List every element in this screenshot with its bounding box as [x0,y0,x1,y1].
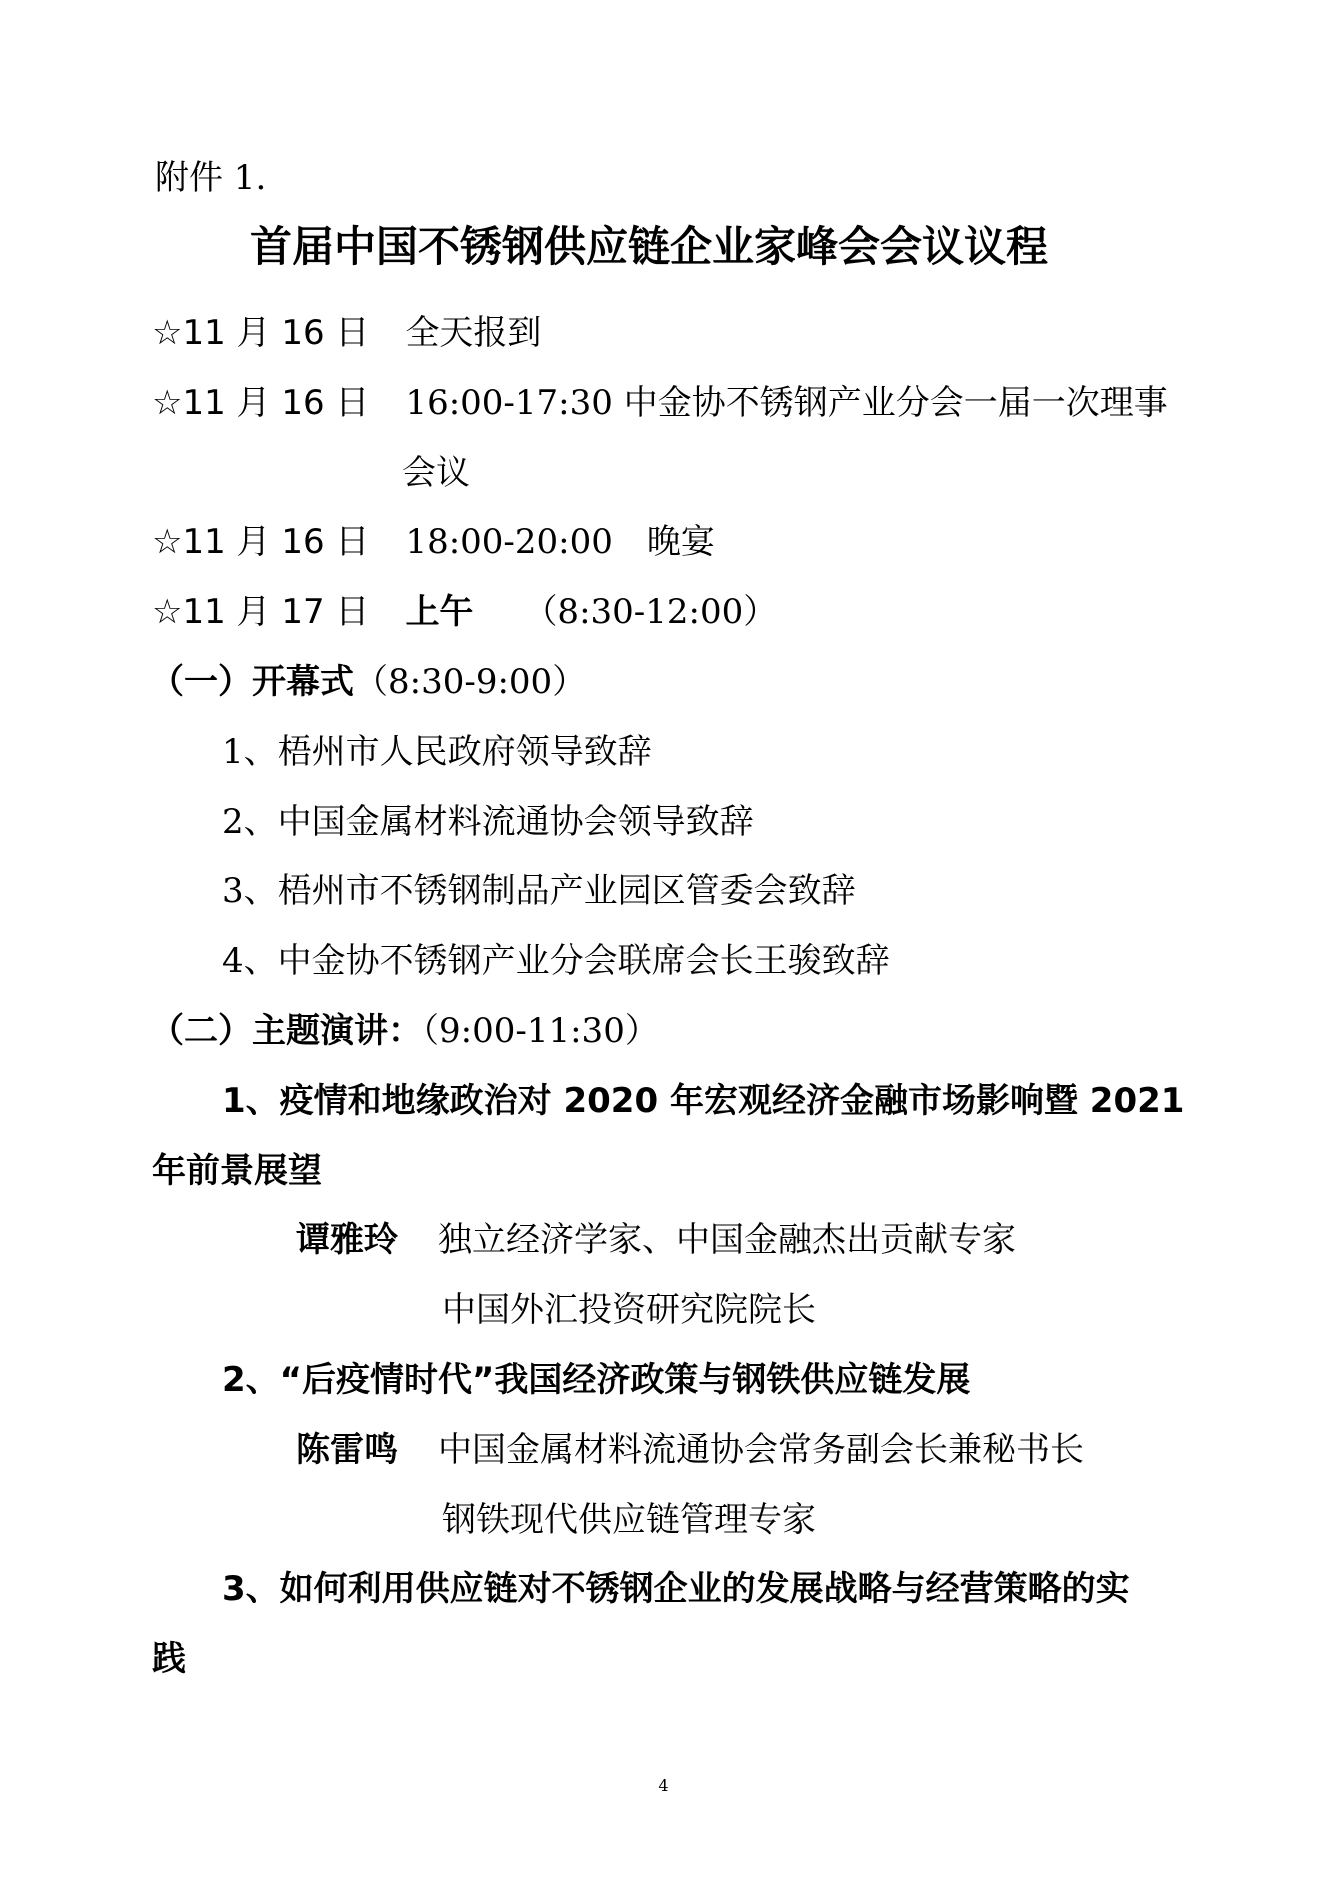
schedule-time: （8:30-12:00） [523,592,778,632]
section-heading: （二）主题演讲： [150,1011,422,1051]
section-opening [150,662,586,702]
speaker-row [296,1220,1016,1260]
talk-title-continued: 年前景展望 [152,1151,322,1191]
list-item: 1、梧州市人民政府领导致辞 [222,732,652,772]
list-item: 3、梧州市不锈钢制品产业园区管委会致辞 [222,871,856,911]
talk-title: 3、如何利用供应链对不锈钢企业的发展战略与经营策略的实 [222,1569,1130,1609]
list-item: 4、中金协不锈钢产业分会联席会长王骏致辞 [222,941,890,981]
schedule-date: ☆11 月 16 日 [152,313,370,353]
list-item: 2、中国金属材料流通协会领导致辞 [222,802,754,842]
schedule-row [152,383,1168,423]
speaker-row [296,1430,1084,1470]
speaker-name: 陈雷鸣 [296,1430,398,1470]
speaker-role: 中国外汇投资研究院院长 [442,1290,816,1330]
section-keynote [150,1011,659,1051]
speaker-name: 谭雅玲 [296,1220,398,1260]
schedule-content: 18:00-20:00 晚宴 [405,522,715,562]
section-time: （8:30-9:00） [354,662,587,702]
schedule-date: ☆11 月 16 日 [152,383,370,423]
schedule-row [152,522,715,562]
talk-title-continued: 践 [152,1639,186,1679]
schedule-content-continued: 会议 [402,453,470,493]
schedule-date: ☆11 月 16 日 [152,522,370,562]
schedule-date: ☆11 月 17 日 [152,592,370,632]
schedule-row [152,592,777,632]
talk-title: 1、疫情和地缘政治对 2020 年宏观经济金融市场影响暨 2021 [222,1081,1185,1121]
schedule-content: 16:00-17:30 中金协不锈钢产业分会一届一次理事 [405,383,1168,423]
talk-title: 2、“后疫情时代”我国经济政策与钢铁供应链发展 [222,1360,971,1400]
schedule-content: 全天报到 [405,313,542,353]
section-time: （9:00-11:30） [422,1011,659,1051]
speaker-role: 钢铁现代供应链管理专家 [442,1500,816,1540]
schedule-row [152,313,541,353]
speaker-role: 独立经济学家、中国金融杰出贡献专家 [438,1220,1016,1260]
section-heading: （一）开幕式 [150,662,354,702]
speaker-role: 中国金属材料流通协会常务副会长兼秘书长 [438,1430,1084,1470]
document-title: 首届中国不锈钢供应链企业家峰会会议议程 [250,222,1049,271]
schedule-content: 上午 [405,592,474,632]
attachment-label: 附件 1. [155,158,267,198]
page-number: 4 [658,1776,669,1795]
